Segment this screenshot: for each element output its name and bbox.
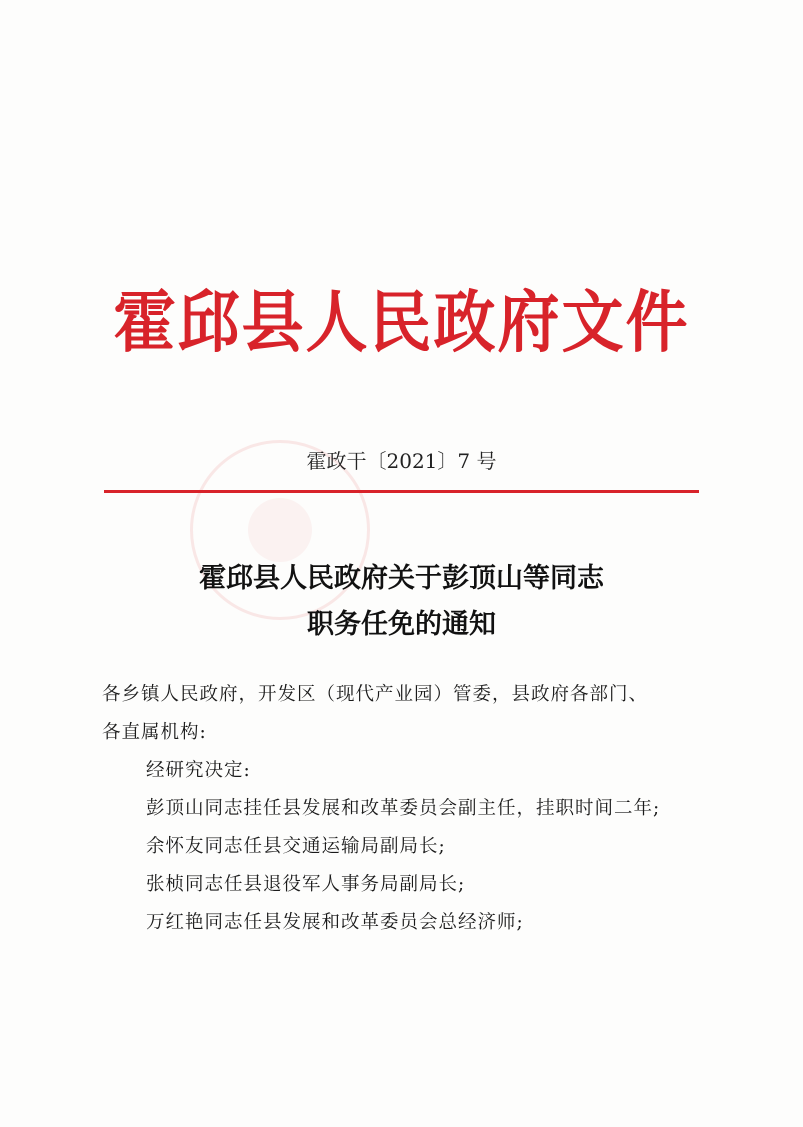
title-line-1: 霍邱县人民政府关于彭顶山等同志 bbox=[199, 563, 604, 594]
org-header-title: 霍邱县人民政府文件 bbox=[113, 283, 690, 362]
title-line-2: 职务任免的通知 bbox=[307, 609, 496, 640]
intro-line: 经研究决定: bbox=[146, 760, 251, 781]
salutation-line-2: 各直属机构: bbox=[102, 722, 207, 743]
appointment-item: 彭顶山同志挂任县发展和改革委员会副主任，挂职时间二年; bbox=[146, 798, 661, 819]
appointment-item: 万红艳同志任县发展和改革委员会总经济师; bbox=[146, 912, 524, 933]
salutation-line-1: 各乡镇人民政府，开发区（现代产业园）管委，县政府各部门、 bbox=[102, 684, 649, 705]
appointment-item: 张桢同志任县退役军人事务局副局长; bbox=[146, 874, 466, 895]
red-divider-line bbox=[104, 490, 699, 493]
appointment-item: 余怀友同志任县交通运输局副局长; bbox=[146, 836, 446, 857]
document-number: 霍政干〔2021〕7 号 bbox=[306, 449, 497, 473]
document-title bbox=[0, 556, 803, 648]
document-body bbox=[102, 676, 712, 942]
